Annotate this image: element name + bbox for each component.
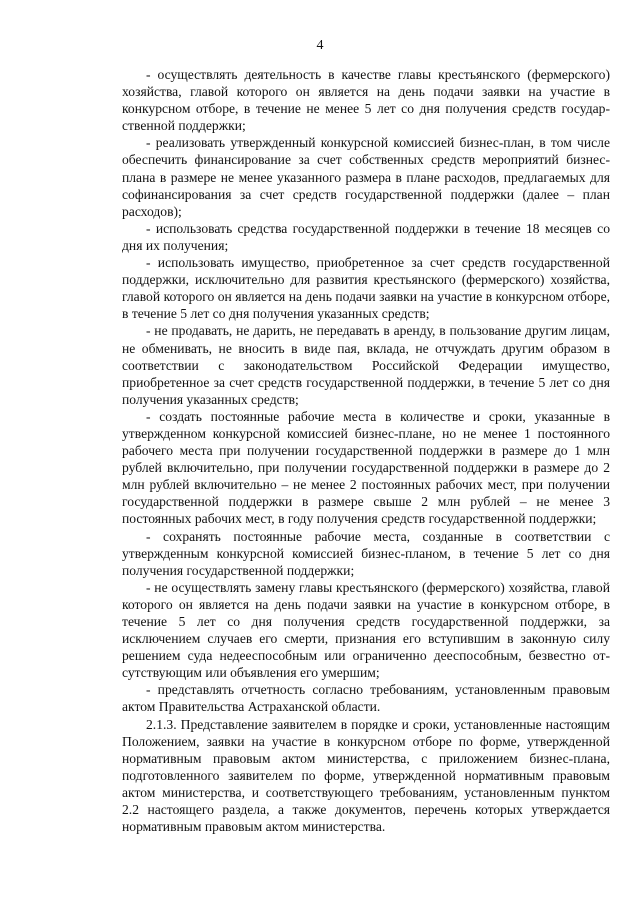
paragraph-7: - сохранять постоянные рабочие места, созданные в соответствии с утвержденным конкурсной комиссией бизнес-планом, в течение 5 лет со дня получения государственной поддержки; (122, 528, 610, 578)
paragraph-10: 2.1.3. Представление заявителем в порядке и сроки, установленные настоящим Положением, заявки на участие в конкурсном отборе по форме, утвержденной нормативным правовым актом министерства, с приложением бизнес-плана, подготовленного заявителем по форме, утвержденной нормативным правовым актом министерства, и соответствующего требованиям, установленным пунктом 2.2 настоящего раздела, а также документов, перечень которых утверждается нормативным правовым актом министерства. (122, 716, 610, 835)
paragraph-3: - использовать средства государственной поддержки в течение 18 месяцев со дня их получения; (122, 220, 610, 253)
document-body (122, 66, 610, 835)
paragraph-8: - не осуществлять замену главы крестьянского (фермерского) хозяйства, главой которого он является на день подачи заявки на участие в конкурсном отборе, в течение 5 лет со дня получения средств государственной поддержки, за исключением случаев его смерти, признания его вступившим в законную силу решением суда недееспособным или ограниченно дееспособным, безвестно отсутствующим или объявления его умершим; (122, 579, 610, 681)
page-number: 4 (316, 38, 324, 53)
paragraph-6: - создать постоянные рабочие места в количестве и сроки, указанные в утвержденном конкурсной комиссией бизнес-плане, но не менее 1 постоянного рабочего места при получении государственной поддержки в размере до 1 млн рублей включительно, при получении государственной поддержки в размере до 2 млн рублей включительно – не менее 2 постоянных рабочих мест, при получении государственной поддержки в размере свыше 2 млн рублей – не менее 3 постоянных рабочих мест, в году получения средств государственной поддержки; (122, 408, 610, 527)
paragraph-1: - осуществлять деятельность в качестве главы крестьянского (фермерского) хозяйства, главой которого он является на день подачи заявки на участие в конкурсном отборе, в течение не менее 5 лет со дня получения средств государственной поддержки; (122, 67, 610, 134)
paragraph-9: - представлять отчетность согласно требованиям, установленным правовым актом Правительства Астраханской области. (122, 682, 610, 715)
paragraph-4: - использовать имущество, приобретенное за счет средств государственной поддержки, исключительно для развития крестьянского (фермерского) хозяйства, главой которого он является на день подачи заявки на участие в конкурсном отборе, в течение 5 лет со дня получения указанных средств; (122, 255, 610, 322)
paragraph-2: - реализовать утвержденный конкурсной комиссией бизнес-план, в том числе обеспечить финансирование за счет собственных средств мероприятий бизнес-плана в размере не менее указанного размера в плане расходов, предлагаемых для софинансирования за счет средств государственной поддержки (далее – план расходов); (122, 135, 610, 219)
paragraph-5: - не продавать, не дарить, не передавать в аренду, в пользование другим лицам, не обменивать, не вносить в виде пая, вклада, не отчуждать другим образом в соответствии с законодательством Российской Федерации имущество, приобретенное за счет средств государственной поддержки, в течение 5 лет со дня получения указанных средств; (122, 323, 610, 407)
